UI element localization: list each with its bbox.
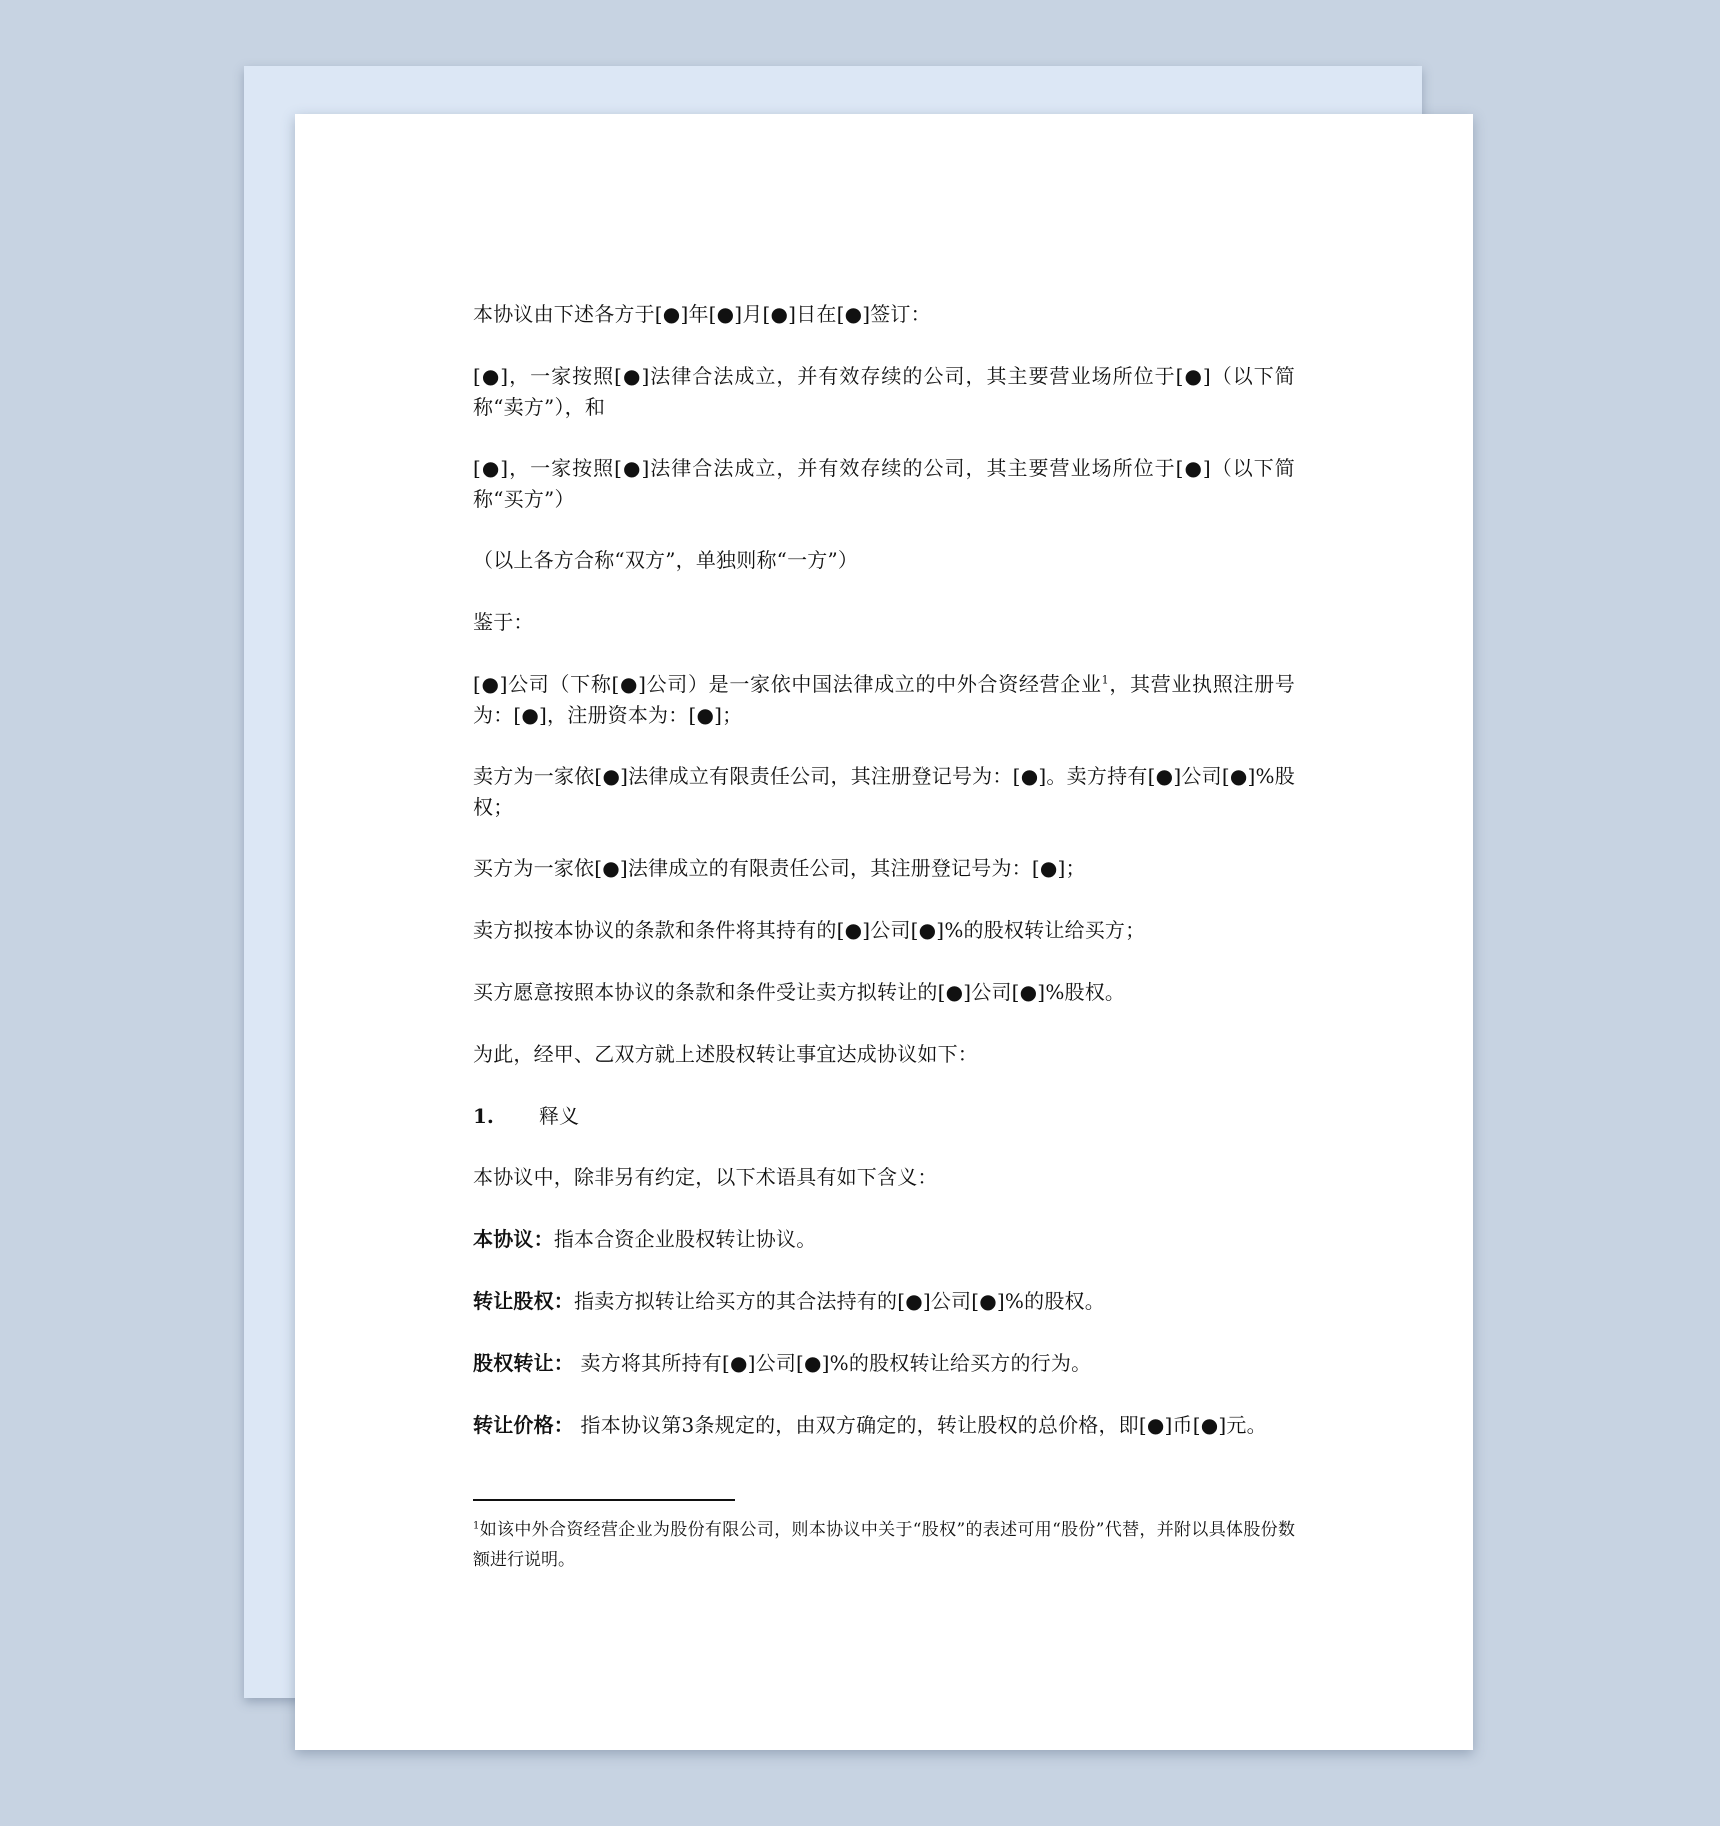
definition-term: 转让股权： [473,1289,574,1313]
agreement-lead-in: 为此，经甲、乙双方就上述股权转让事宜达成协议如下： [473,1042,978,1066]
agreement-opening: 本协议由下述各方于[●]年[●]月[●]日在[●]签订： [473,302,931,326]
definition-term: 本协议： [473,1227,554,1251]
acceptance-recital: 买方愿意按照本协议的条款和条件受让卖方拟转让的[●]公司[●]%股权。 [473,980,1126,1004]
definition-item [473,1224,1295,1255]
definition-text: 指本协议第3条规定的，由双方确定的，转让股权的总价格，即[●]币[●]元。 [574,1413,1267,1437]
section-heading [473,1101,1295,1132]
parties-collective: （以上各方合称“双方”，单独则称“一方”） [473,548,859,572]
definition-term: 转让价格： [473,1413,574,1437]
definition-text: 卖方将其所持有[●]公司[●]%的股权转让给买方的行为。 [574,1351,1092,1375]
company-recital [473,669,1295,731]
company-recital-text-a: [●]公司（下称[●]公司）是一家依中国法律成立的中外合资经营企业 [473,672,1102,696]
document-body [473,299,1295,1575]
front-page-sheet [295,114,1473,1750]
buyer-party: [●]，一家按照[●]法律合法成立，并有效存续的公司，其主要营业场所位于[●]（以下简称“买方”） [473,456,1295,511]
definition-text: 指卖方拟转让给买方的其合法持有的[●]公司[●]%的股权。 [574,1289,1105,1313]
footnote-mark: 1 [473,1520,480,1532]
definition-item [473,1286,1295,1317]
section-title: 释义 [539,1104,579,1128]
footnote-text: 如该中外合资经营企业为股份有限公司，则本协议中关于“股权”的表述可用“股份”代替，并附以具体股份数额进行说明。 [473,1520,1295,1570]
footnote-reference[interactable]: 1 [1101,673,1109,687]
seller-recital: 卖方为一家依[●]法律成立有限责任公司，其注册登记号为：[●]。卖方持有[●]公司[●]%股权； [473,764,1295,819]
transfer-intent-recital: 卖方拟按本协议的条款和条件将其持有的[●]公司[●]%的股权转让给买方； [473,918,1146,942]
definition-text: 指本合资企业股权转让协议。 [553,1227,817,1251]
whereas-heading: 鉴于： [473,610,534,634]
seller-party: [●]，一家按照[●]法律合法成立，并有效存续的公司，其主要营业场所位于[●]（以下简称“卖方”），和 [473,364,1295,419]
definition-item [473,1348,1295,1379]
definitions-intro: 本协议中，除非另有约定，以下术语具有如下含义： [473,1165,938,1189]
footnote-separator [473,1499,735,1501]
section-number: 1. [473,1104,494,1128]
buyer-recital: 买方为一家依[●]法律成立的有限责任公司，其注册登记号为：[●]； [473,856,1086,880]
company-recital-text-b: ，其营业执照注册号为：[●]，注册资本为：[●]； [473,672,1295,727]
definition-item [473,1410,1295,1441]
footnote [473,1515,1295,1575]
definition-term: 股权转让： [473,1351,574,1375]
